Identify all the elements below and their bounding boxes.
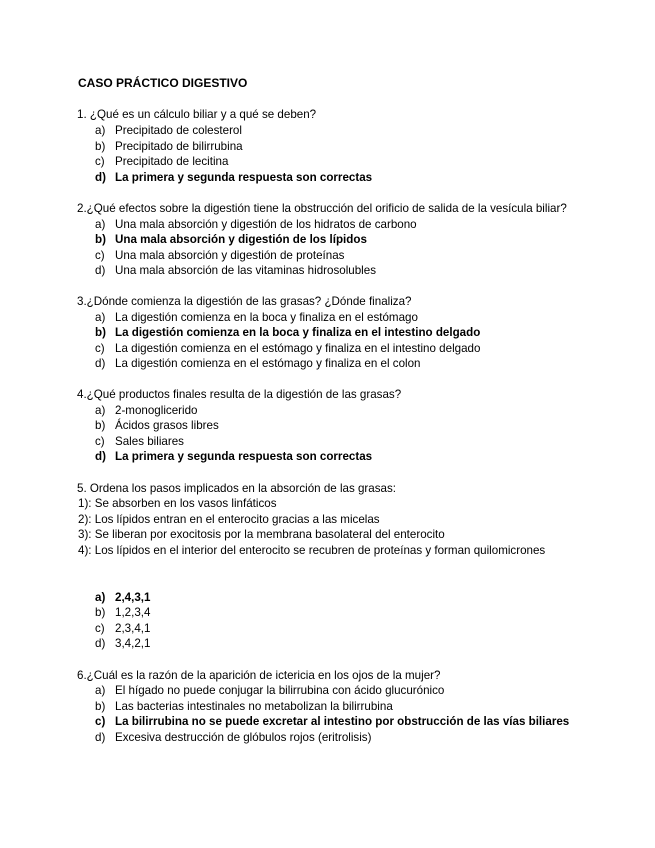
question-5-step-4: 4): Los lípidos en el interior del enterocito se recubren de proteínas y forman quilomicrones xyxy=(78,544,546,557)
question-6-option-c: c) La bilirrubina no se puede excretar al intestino por obstrucción de las vías biliares xyxy=(95,715,570,728)
question-5-step-3: 3): Se liberan por exocitosis por la membrana basolateral del enterocito xyxy=(78,528,445,541)
question-3-option-d: d) La digestión comienza en el estómago y finaliza en el colon xyxy=(95,357,421,370)
question-4: 4.¿Qué productos finales resulta de la digestión de las grasas? xyxy=(77,388,402,401)
question-5: 5. Ordena los pasos implicados en la absorción de las grasas: xyxy=(77,482,397,495)
question-1-option-c: c) Precipitado de lecitina xyxy=(95,155,229,168)
question-5-option-d: d) 3,4,2,1 xyxy=(95,637,151,650)
question-5-option-a: a) 2,4,3,1 xyxy=(95,591,151,604)
question-6-option-a: a) El hígado no puede conjugar la bilirrubina con ácido glucurónico xyxy=(95,684,445,697)
document-title: CASO PRÁCTICO DIGESTIVO xyxy=(78,76,248,90)
question-6-option-b: b) Las bacterias intestinales no metabolizan la bilirrubina xyxy=(95,700,393,713)
question-2: 2.¿Qué efectos sobre la digestión tiene la obstrucción del orificio de salida de la vesícula biliar? xyxy=(77,202,567,215)
question-3-option-a: a) La digestión comienza en la boca y finaliza en el estómago xyxy=(95,311,418,324)
question-4-option-d: d) La primera y segunda respuesta son correctas xyxy=(95,450,373,463)
question-5-option-c: c) 2,3,4,1 xyxy=(95,622,151,635)
question-1-option-b: b) Precipitado de bilirrubina xyxy=(95,140,243,153)
question-2-option-a: a) Una mala absorción y digestión de los hidratos de carbono xyxy=(95,218,417,231)
question-3-option-c: c) La digestión comienza en el estómago y finaliza en el intestino delgado xyxy=(95,342,481,355)
question-1-option-d: d) La primera y segunda respuesta son correctas xyxy=(95,171,373,184)
question-5-step-1: 1): Se absorben en los vasos linfáticos xyxy=(78,497,277,510)
question-2-option-c: c) Una mala absorción y digestión de proteínas xyxy=(95,249,345,262)
question-1-option-a: a) Precipitado de colesterol xyxy=(95,124,242,137)
question-4-option-a: a) 2-monoglicerido xyxy=(95,404,198,417)
question-5-option-b: b) 1,2,3,4 xyxy=(95,606,151,619)
question-4-option-b: b) Ácidos grasos libres xyxy=(95,419,219,432)
question-4-option-c: c) Sales biliares xyxy=(95,435,184,448)
question-6: 6.¿Cuál es la razón de la aparición de ictericia en los ojos de la mujer? xyxy=(77,669,441,682)
question-3: 3.¿Dónde comienza la digestión de las grasas? ¿Dónde finaliza? xyxy=(77,295,412,308)
question-2-option-d: d) Una mala absorción de las vitaminas hidrosolubles xyxy=(95,264,376,277)
question-1: 1. ¿Qué es un cálculo biliar y a qué se deben? xyxy=(77,108,317,121)
question-6-option-d: d) Excesiva destrucción de glóbulos rojos (eritrolisis) xyxy=(95,731,372,744)
question-3-option-b: b) La digestión comienza en la boca y finaliza en el intestino delgado xyxy=(95,326,481,339)
question-5-step-2: 2): Los lípidos entran en el enterocito gracias a las micelas xyxy=(78,513,380,526)
question-2-option-b: b) Una mala absorción y digestión de los lípidos xyxy=(95,233,367,246)
